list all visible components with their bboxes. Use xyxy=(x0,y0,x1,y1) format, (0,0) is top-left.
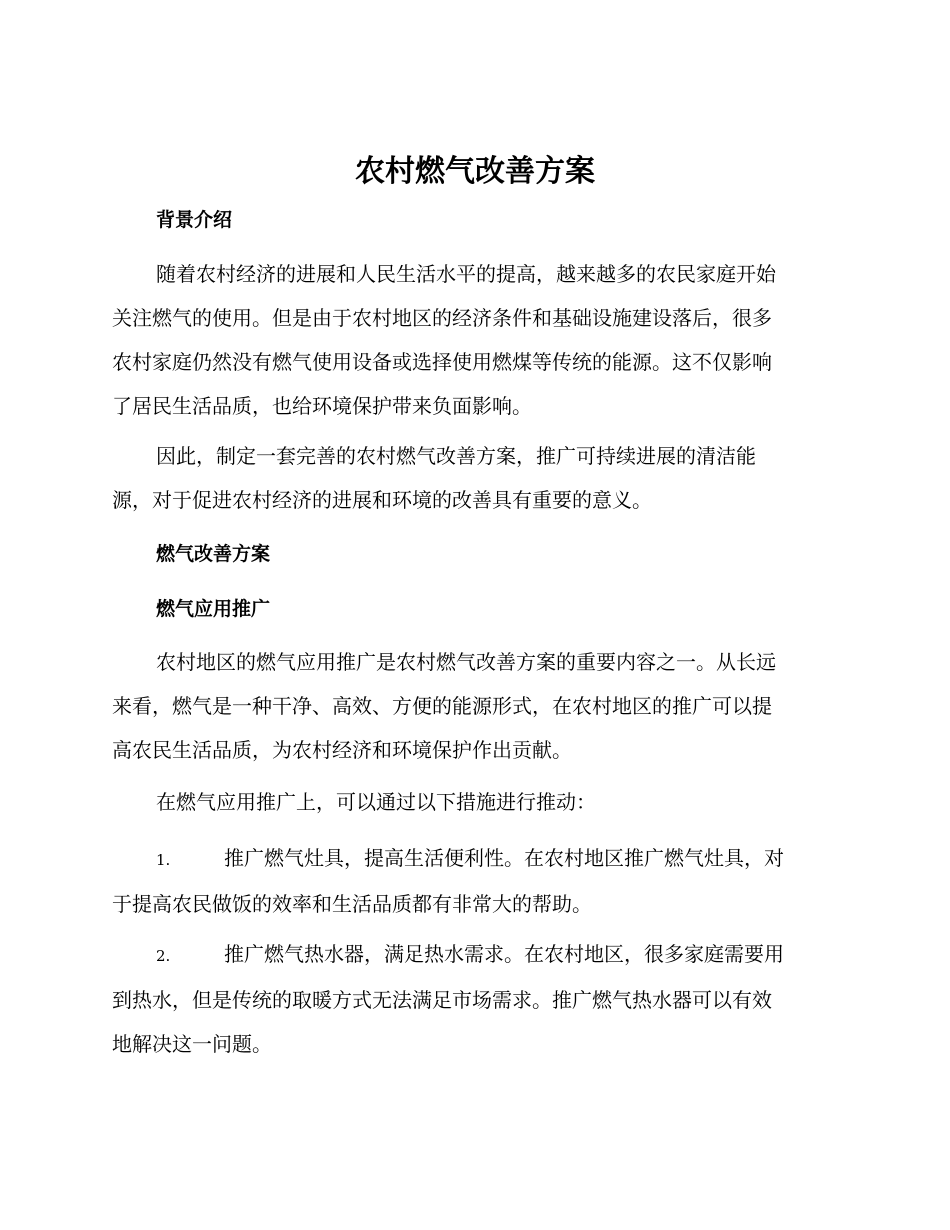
list-item-number: 2. xyxy=(156,947,171,965)
text-line: 高农民生活品质，为农村经济和环境保护作出贡献。 xyxy=(112,738,572,762)
document-title: 农村燃气改善方案 xyxy=(355,154,595,189)
text-line: 农村地区的燃气应用推广是农村燃气改善方案的重要内容之一。从长远 xyxy=(156,650,776,674)
list-item-first-line xyxy=(112,932,832,978)
paragraph-promotion-2 xyxy=(112,780,832,824)
paragraph-background-1 xyxy=(112,252,832,428)
list-item-2 xyxy=(112,932,832,1066)
text-line: 在燃气应用推广上，可以通过以下措施进行推动： xyxy=(156,790,596,814)
list-item-number: 1. xyxy=(156,851,171,869)
text-line: 了居民生活品质，也给环境保护带来负面影响。 xyxy=(112,394,532,418)
text-line: 农村家庭仍然没有燃气使用设备或选择使用燃煤等传统的能源。这不仅影响 xyxy=(112,350,772,374)
text-line: 地解决这一问题。 xyxy=(112,1032,272,1056)
list-item-text: 推广燃气灶具，提高生活便利性。在农村地区推广燃气灶具，对 xyxy=(224,846,784,870)
list-item-text: 推广燃气热水器，满足热水需求。在农村地区，很多家庭需要用 xyxy=(224,942,784,966)
list-item-first-line xyxy=(112,836,832,882)
section-heading-plan: 燃气改善方案 xyxy=(156,543,271,565)
paragraph-background-2 xyxy=(112,434,832,522)
text-line: 到热水，但是传统的取暖方式无法满足市场需求。推广燃气热水器可以有效 xyxy=(112,988,772,1012)
list-item-1 xyxy=(112,836,832,926)
text-line: 源，对于促进农村经济的进展和环境的改善具有重要的意义。 xyxy=(112,488,652,512)
paragraph-promotion-1 xyxy=(112,640,832,772)
text-line: 于提高农民做饭的效率和生活品质都有非常大的帮助。 xyxy=(112,892,592,916)
section-heading-promotion: 燃气应用推广 xyxy=(156,598,271,620)
text-line: 关注燃气的使用。但是由于农村地区的经济条件和基础设施建设落后，很多 xyxy=(112,306,772,330)
text-line: 随着农村经济的进展和人民生活水平的提高，越来越多的农民家庭开始 xyxy=(156,262,776,286)
text-line: 来看，燃气是一种干净、高效、方便的能源形式，在农村地区的推广可以提 xyxy=(112,694,772,718)
text-line: 因此，制定一套完善的农村燃气改善方案，推广可持续进展的清洁能 xyxy=(156,444,756,468)
section-heading-background: 背景介绍 xyxy=(156,209,233,231)
